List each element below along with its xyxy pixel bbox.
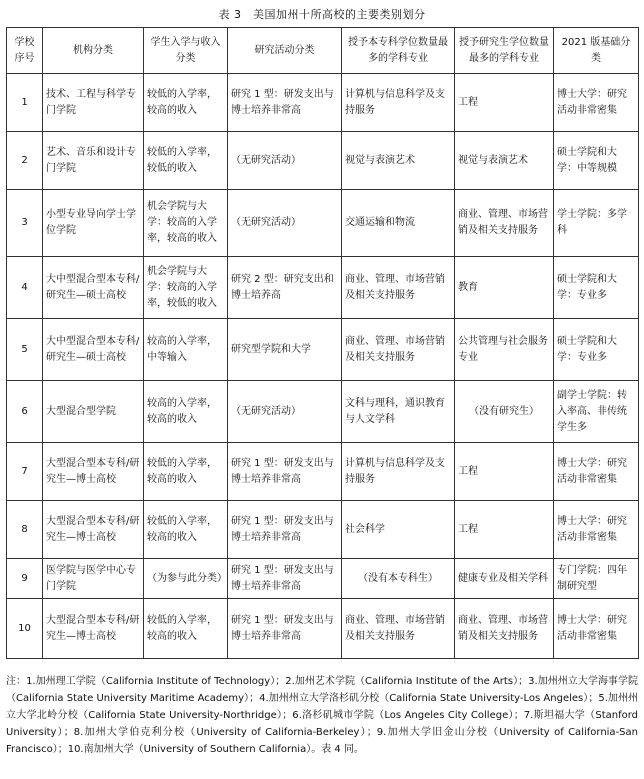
cell-basic-classification: 博士大学：研究活动非常密集 xyxy=(554,74,639,132)
cell-top-undergrad-major: 商业、管理、市场营销及相关支持服务 xyxy=(342,319,455,381)
cell-top-undergrad-major: （没有本专科生） xyxy=(342,559,455,599)
header-basic-classification-2021: 2021 版基础分类 xyxy=(554,28,639,74)
cell-number: 7 xyxy=(7,443,43,501)
cell-number: 2 xyxy=(7,132,43,190)
cell-top-undergrad-major: 交通运输和物流 xyxy=(342,190,455,257)
cell-research-activity: 研究 1 型：研发支出与博士培养非常高 xyxy=(228,501,342,559)
cell-institution-type: 大型混合型本专科/研究生—博士高校 xyxy=(43,501,144,559)
cell-number: 4 xyxy=(7,257,43,319)
cell-top-undergrad-major: 商业、管理、市场营销及相关支持服务 xyxy=(342,257,455,319)
cell-basic-classification: 硕士学院和大学：中等规模 xyxy=(554,132,639,190)
cell-top-graduate-major: 商业、管理、市场营销及相关支持服务 xyxy=(455,190,554,257)
cell-research-activity: （无研究活动） xyxy=(228,381,342,443)
cell-institution-type: 大型混合型本专科/研究生—博士高校 xyxy=(43,443,144,501)
cell-top-undergrad-major: 计算机与信息科学及支持服务 xyxy=(342,74,455,132)
cell-research-activity: 研究 1 型：研发支出与博士培养非常高 xyxy=(228,559,342,599)
cell-institution-type: 艺术、音乐和设计专门学院 xyxy=(43,132,144,190)
cell-number: 3 xyxy=(7,190,43,257)
cell-institution-type: 医学院与医学中心专门学院 xyxy=(43,559,144,599)
cell-institution-type: 技术、工程与科学专门学院 xyxy=(43,74,144,132)
cell-institution-type: 大型混合型学院 xyxy=(43,381,144,443)
classification-table xyxy=(6,27,639,659)
header-enrollment-income: 学生入学与收入分类 xyxy=(144,28,228,74)
cell-enrollment-income: 较低的入学率，较高的收入 xyxy=(144,443,228,501)
cell-number: 8 xyxy=(7,501,43,559)
cell-research-activity: 研究型学院和大学 xyxy=(228,319,342,381)
cell-enrollment-income: （为参与此分类） xyxy=(144,559,228,599)
table-row xyxy=(7,559,639,599)
cell-basic-classification: 专门学院：四年制研究型 xyxy=(554,559,639,599)
cell-top-undergrad-major: 计算机与信息科学及支持服务 xyxy=(342,443,455,501)
cell-enrollment-income: 较低的入学率，较低的收入 xyxy=(144,132,228,190)
cell-top-undergrad-major: 商业、管理、市场营销及相关支持服务 xyxy=(342,599,455,659)
table-row xyxy=(7,443,639,501)
cell-institution-type: 大中型混合型本专科/研究生—硕士高校 xyxy=(43,319,144,381)
cell-top-graduate-major: 健康专业及相关学科 xyxy=(455,559,554,599)
cell-research-activity: 研究 1 型：研发支出与博士培养非常高 xyxy=(228,599,342,659)
cell-enrollment-income: 较低的入学率，较高的收入 xyxy=(144,599,228,659)
table-header-row xyxy=(7,28,639,74)
cell-top-graduate-major: 商业、管理、市场营销及相关支持服务 xyxy=(455,599,554,659)
header-institution-type: 机构分类 xyxy=(43,28,144,74)
cell-research-activity: 研究 1 型：研发支出与博士培养非常高 xyxy=(228,74,342,132)
cell-top-undergrad-major: 视觉与表演艺术 xyxy=(342,132,455,190)
cell-research-activity: 研究 1 型：研发支出与博士培养非常高 xyxy=(228,443,342,501)
table-row xyxy=(7,319,639,381)
header-research-activity: 研究活动分类 xyxy=(228,28,342,74)
cell-number: 6 xyxy=(7,381,43,443)
cell-institution-type: 大中型混合型本专科/研究生—硕士高校 xyxy=(43,257,144,319)
table-row xyxy=(7,381,639,443)
cell-research-activity: （无研究活动） xyxy=(228,132,342,190)
cell-top-graduate-major: （没有研究生） xyxy=(455,381,554,443)
cell-top-undergrad-major: 文科与理科，通识教育与人文学科 xyxy=(342,381,455,443)
cell-number: 5 xyxy=(7,319,43,381)
cell-top-undergrad-major: 社会科学 xyxy=(342,501,455,559)
cell-enrollment-income: 较低的入学率，较高的收入 xyxy=(144,74,228,132)
cell-top-graduate-major: 公共管理与社会服务专业 xyxy=(455,319,554,381)
table-caption: 表 3 美国加州十所高校的主要类别划分 xyxy=(218,8,426,21)
cell-top-graduate-major: 视觉与表演艺术 xyxy=(455,132,554,190)
cell-number: 1 xyxy=(7,74,43,132)
cell-number: 9 xyxy=(7,559,43,599)
table-footnote: 注：1.加州理工学院（California Institute of Technology）；2.加州艺术学院（California Institute of the Arts）；3.加州州立大学海事学院（California State University Maritime Academy）；4.加州州立大学洛杉矶分校（California State University-Los Angeles）；5.加州州立大学北岭分校（California State University-Northridge）；6.洛杉矶城市学院（Los Angeles City College）；7.斯坦福大学（Stanford University）；8.加州大学伯克利分校（University of California-Berkeley）；9.加州大学旧金山分校（University of California-San Francisco）；10.南加州大学（University of Southern California）。表 4 同。 xyxy=(6,676,638,755)
cell-basic-classification: 博士大学：研究活动非常密集 xyxy=(554,599,639,659)
cell-enrollment-income: 机会学院与大学：较高的入学率，较高的收入 xyxy=(144,190,228,257)
cell-enrollment-income: 较高的入学率，较高的收入 xyxy=(144,381,228,443)
cell-top-graduate-major: 教育 xyxy=(455,257,554,319)
cell-top-graduate-major: 工程 xyxy=(455,74,554,132)
cell-institution-type: 大型混合型本专科/研究生—博士高校 xyxy=(43,599,144,659)
cell-institution-type: 小型专业导向学士学位学院 xyxy=(43,190,144,257)
table-row xyxy=(7,132,639,190)
cell-research-activity: （无研究活动） xyxy=(228,190,342,257)
cell-basic-classification: 博士大学：研究活动非常密集 xyxy=(554,443,639,501)
table-row xyxy=(7,501,639,559)
cell-top-graduate-major: 工程 xyxy=(455,501,554,559)
cell-enrollment-income: 机会学院与大学：较高的入学率，较低的收入 xyxy=(144,257,228,319)
table-row xyxy=(7,599,639,659)
header-top-undergrad-major: 授予本专科学位数量最多的学科专业 xyxy=(342,28,455,74)
cell-enrollment-income: 较低的入学率，较高的收入 xyxy=(144,501,228,559)
header-school-number: 学校序号 xyxy=(7,28,43,74)
cell-basic-classification: 硕士学院和大学：专业多 xyxy=(554,257,639,319)
cell-basic-classification: 副学士学院：转入率高、非传统学生多 xyxy=(554,381,639,443)
cell-enrollment-income: 较高的入学率，中等输入 xyxy=(144,319,228,381)
cell-top-graduate-major: 工程 xyxy=(455,443,554,501)
table-row xyxy=(7,190,639,257)
cell-basic-classification: 学士学院：多学科 xyxy=(554,190,639,257)
cell-research-activity: 研究 2 型：研究支出和博士培养高 xyxy=(228,257,342,319)
table-row xyxy=(7,257,639,319)
cell-basic-classification: 硕士学院和大学：专业多 xyxy=(554,319,639,381)
header-top-graduate-major: 授予研究生学位数量最多的学科专业 xyxy=(455,28,554,74)
table-row xyxy=(7,74,639,132)
cell-number: 10 xyxy=(7,599,43,659)
cell-basic-classification: 博士大学：研究活动非常密集 xyxy=(554,501,639,559)
